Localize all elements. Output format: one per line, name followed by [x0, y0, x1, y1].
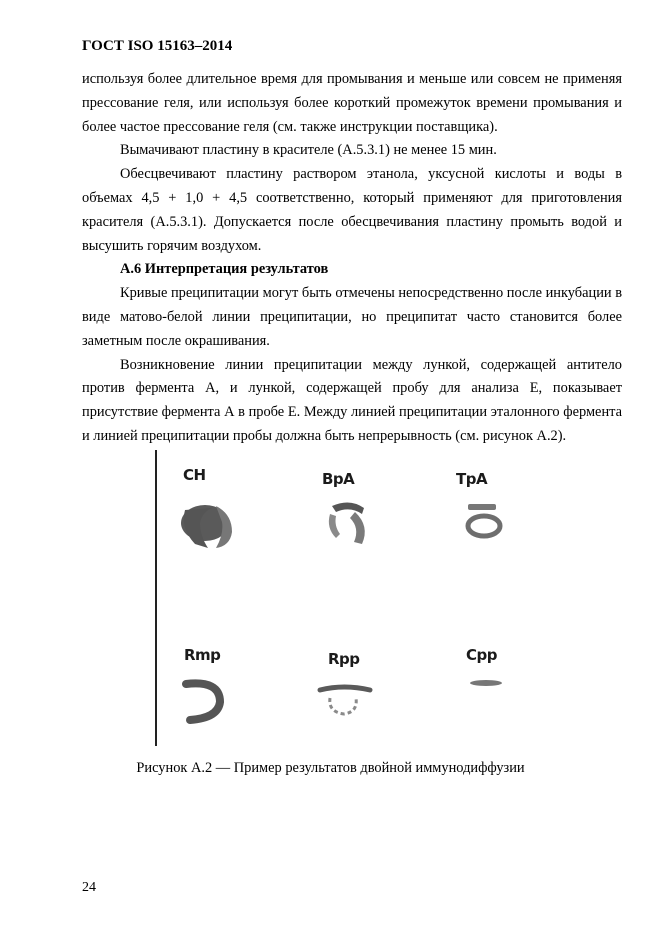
stain-rmp	[186, 683, 220, 720]
paragraph-precipitation-line: Возникновение линии преципитации между лункой, содержащей антитело против фермента А, и лункой, содержащей пробу для анализа Е, показывает присутствие фермента А в пробе Е. Между линией преципитации эталонного фермента и линией преципитации пробы должна быть непрерывность (см. рисунок А.2).	[82, 356, 622, 444]
stain-ch	[181, 505, 232, 548]
label-bpa: BpA	[322, 470, 355, 488]
label-ch: CH	[183, 466, 206, 484]
figure-caption: Рисунок А.2 — Пример результатов двойной иммунодиффузии	[136, 760, 525, 776]
figure-immunodiffusion	[150, 448, 530, 748]
paragraph-destain: Обесцвечивают пластину раствором этанола, уксусной кислоты и воды в объемах 4,5 + 1,0 + 4,5 соответственно, который применяют для приготовления красителя (А.5.3.1). Допускается после обесцвечивания пластину промыть водой и высушить горячим воздухом.	[82, 166, 622, 254]
label-rpp: Rpp	[328, 650, 360, 668]
page-number: 24	[82, 880, 96, 895]
stain-rpp	[320, 687, 370, 714]
precipitation-stains	[150, 448, 530, 748]
section-heading: А.6 Интерпретация результатов	[120, 261, 329, 278]
label-cpp: Cpp	[466, 646, 497, 664]
paragraph-soak: Вымачивают пластину в красителе (А.5.3.1) не менее 15 мин.	[120, 142, 497, 159]
stain-tpa	[468, 504, 500, 536]
paragraph-continuation: используя более длительное время для промывания и меньше или совсем не применяя прессование геля, или используя более короткий промежуток времени промывания и более частое прессование геля (см. также инструкции поставщика).	[82, 71, 622, 135]
stain-cpp	[470, 680, 502, 686]
document-header: ГОСТ ISO 15163–2014	[82, 38, 233, 54]
label-tpa: TpA	[456, 470, 488, 488]
body-text	[82, 68, 622, 449]
stain-bpa	[329, 502, 365, 544]
paragraph-precipitation-curves: Кривые преципитации могут быть отмечены непосредственно после инкубации в виде матово-белой линии преципитации, но преципитат часто становится более заметным после окрашивания.	[82, 285, 622, 349]
label-rmp: Rmp	[184, 646, 221, 664]
